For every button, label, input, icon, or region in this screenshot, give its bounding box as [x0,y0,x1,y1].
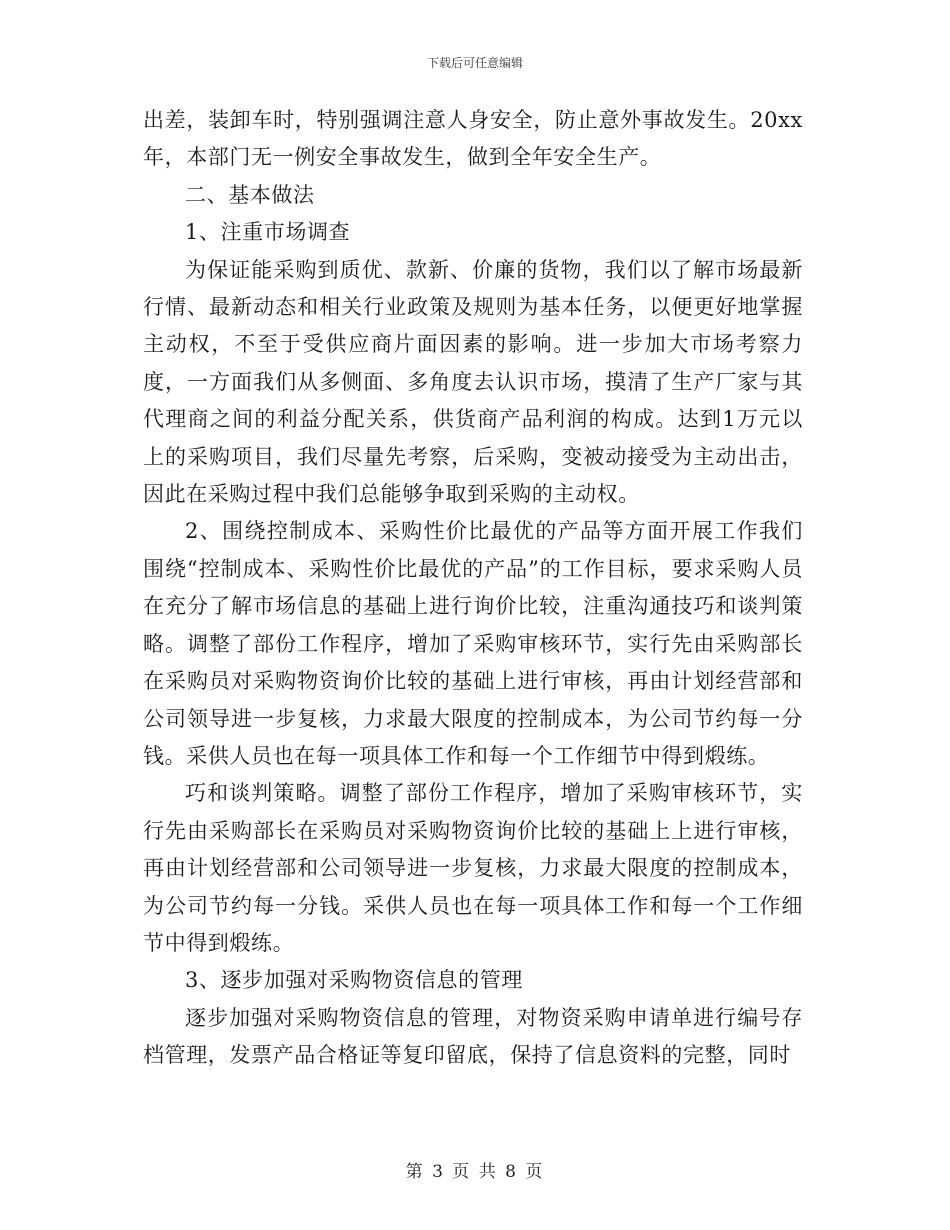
page-footer: 第 3 页 共 8 页 [405,1162,545,1182]
paragraph-cost-control: 2、围绕控制成本、采购性价比最优的产品等方面开展工作我们围绕“控制成本、采购性价比最优的产品”的工作目标，要求采购人员在充分了解市场信息的基础上进行询价比较，注重沟通技巧和谈判策略。调整了部份工作程序，增加了采购审核环节，实行先由采购部长在采购员对采购物资询价比较的基础上进行审核，再由计划经营部和公司领导进一步复核，力求最大限度的控制成本，为公司节约每一分钱。采供人员也在每一项具体工作和每一个工作细节中得到煅练。 [143,519,803,768]
paragraph-negotiation: 巧和谈判策略。调整了部份工作程序，增加了采购审核环节，实行先由采购部长在采购员对采购物资询价比较的基础上上进行审核，再由计划经营部和公司领导进一步复核，力求最大限度的控制成本，为公司节约每一分钱。采供人员也在每一项具体工作和每一个工作细节中得到煅练。 [143,781,803,955]
document-body [143,102,803,1075]
paragraph-information-management: 逐步加强对采购物资信息的管理，对物资采购申请单进行编号存档管理，发票产品合格证等复印留底，保持了信息资料的完整，同时 [143,1005,803,1068]
paragraph-market-research: 为保证能采购到质优、款新、价廉的货物，我们以了解市场最新行情、最新动态和相关行业政策及规则为基本任务，以便更好地掌握主动权，不至于受供应商片面因素的影响。进一步加大市场考察力度，一方面我们从多侧面、多角度去认识市场，摸清了生产厂家与其代理商之间的利益分配关系，供货商产品利润的构成。达到1万元以上的采购项目，我们尽量先考察，后采购，变被动接受为主动出击，因此在采购过程中我们总能够争取到采购的主动权。 [143,257,803,507]
paragraph-safety-summary: 出差，装卸车时，特别强调注意人身安全，防止意外事故发生。20xx年，本部门无一例安全事故发生，做到全年安全生产。 [143,108,803,170]
subheading-information-management: 3、逐步加强对采购物资信息的管理 [185,968,523,993]
section-heading-basic-methods: 二、基本做法 [185,182,315,207]
subheading-market-research: 1、注重市场调查 [185,220,351,245]
page-header: 下载后可任意编辑 [426,56,523,70]
